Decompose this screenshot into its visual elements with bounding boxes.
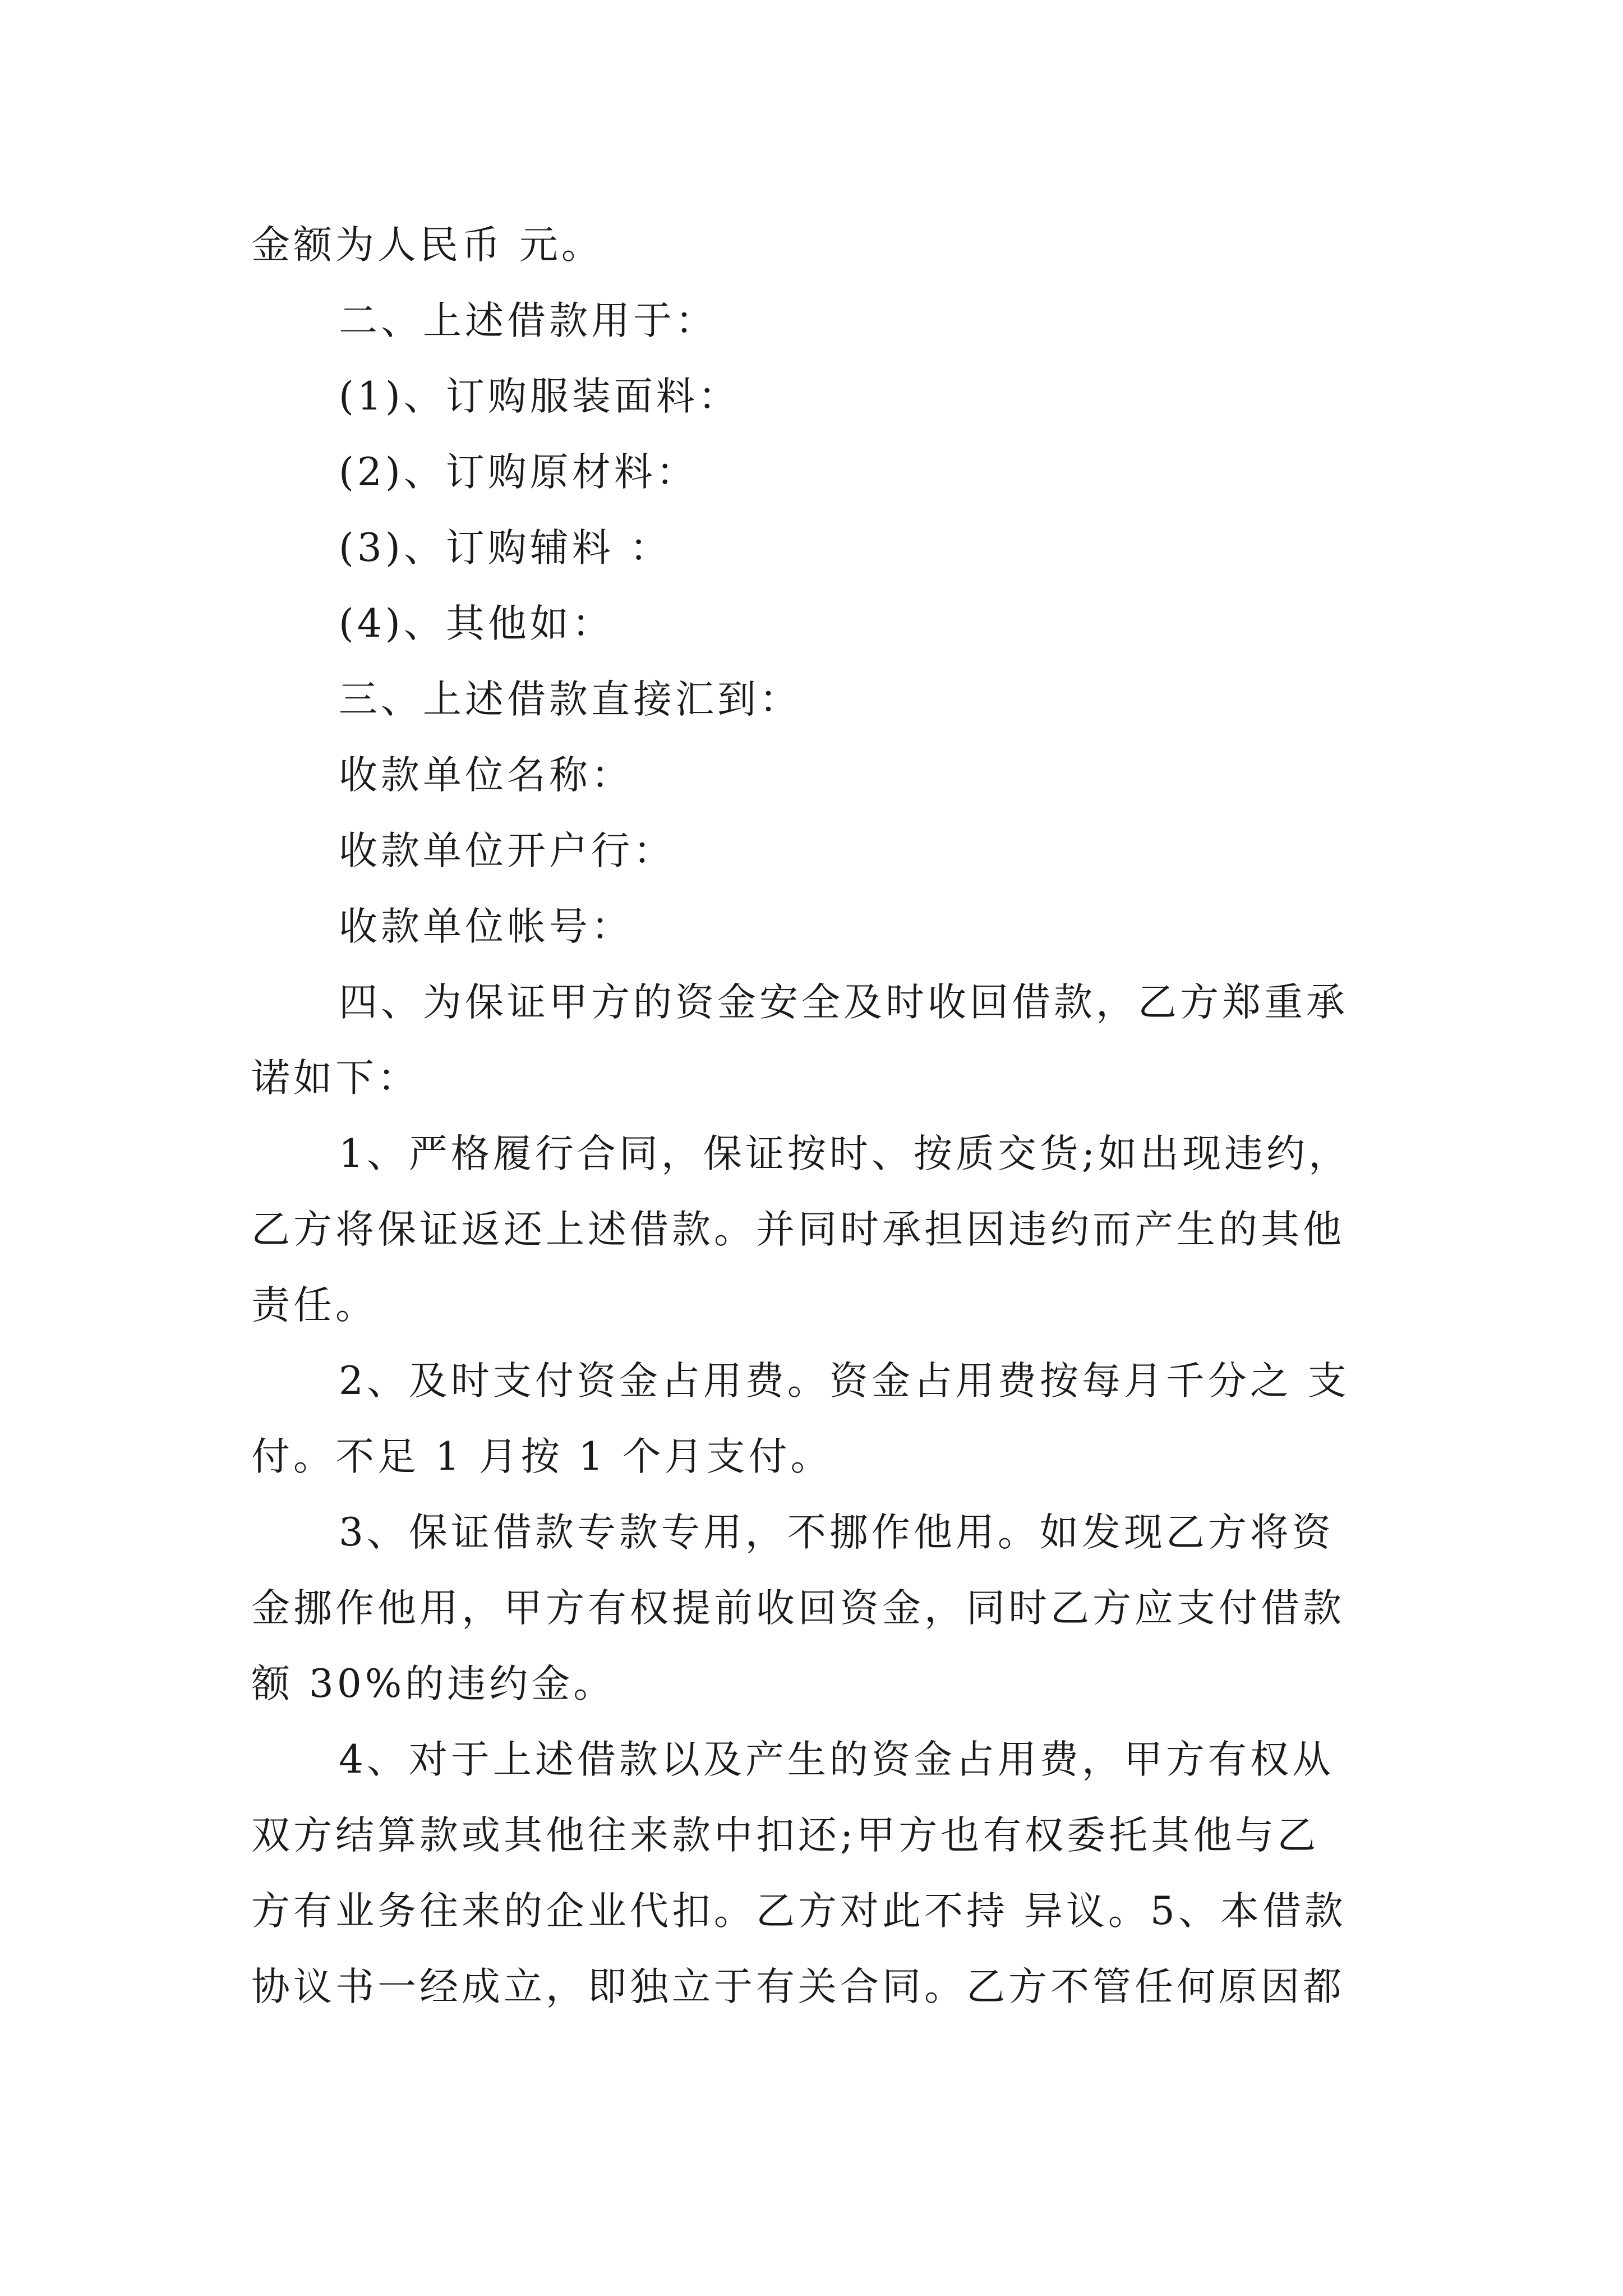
paragraph-line: 诺如下： <box>251 1056 419 1101</box>
paragraph-line: 协议书一经成立，即独立于有关合同。乙方不管任何原因都 <box>251 1964 1345 2009</box>
paragraph-line: 付。不足 1 月按 1 个月支付。 <box>251 1434 833 1479</box>
list-item: (4)、其他如： <box>339 601 614 646</box>
paragraph-line: 4、对于上述借款以及产生的资金占用费，甲方有权从 <box>339 1737 1334 1782</box>
paragraph-line: 责任。 <box>251 1283 377 1328</box>
list-item: (1)、订购服装面料： <box>339 374 740 419</box>
field-line: 收款单位帐号： <box>339 904 633 949</box>
paragraph-line: 乙方将保证返还上述借款。并同时承担因违约而产生的其他 <box>251 1207 1345 1252</box>
field-line: 收款单位开户行： <box>339 829 675 873</box>
paragraph-line: 四、为保证甲方的资金安全及时收回借款，乙方郑重承 <box>339 980 1348 1025</box>
paragraph-line: 双方结算款或其他往来款中扣还;甲方也有权委托其他与乙 <box>251 1813 1320 1858</box>
paragraph-line: 方有业务往来的企业代扣。乙方对此不持 异议。5、本借款 <box>251 1889 1347 1934</box>
paragraph-line: 额 30%的违约金。 <box>251 1662 616 1706</box>
field-line: 收款单位名称： <box>339 753 633 798</box>
list-item: (3)、订购辅料 ： <box>339 526 672 570</box>
paragraph-line: 金挪作他用，甲方有权提前收回资金，同时乙方应支付借款 <box>251 1586 1345 1631</box>
paragraph-line: 2、及时支付资金占用费。资金占用费按每月千分之 支 <box>339 1359 1350 1404</box>
paragraph-line: 金额为人民币 元。 <box>251 223 603 268</box>
paragraph-line: 3、保证借款专款专用，不挪作他用。如发现乙方将资 <box>339 1510 1334 1555</box>
paragraph-line: 二、上述借款用于： <box>339 298 717 343</box>
list-item: (2)、订购原材料： <box>339 450 698 495</box>
paragraph-line: 1、严格履行合同，保证按时、按质交货;如出现违约， <box>339 1131 1351 1176</box>
document-page <box>251 208 1395 2025</box>
paragraph-line: 三、上述借款直接汇到： <box>339 677 801 722</box>
